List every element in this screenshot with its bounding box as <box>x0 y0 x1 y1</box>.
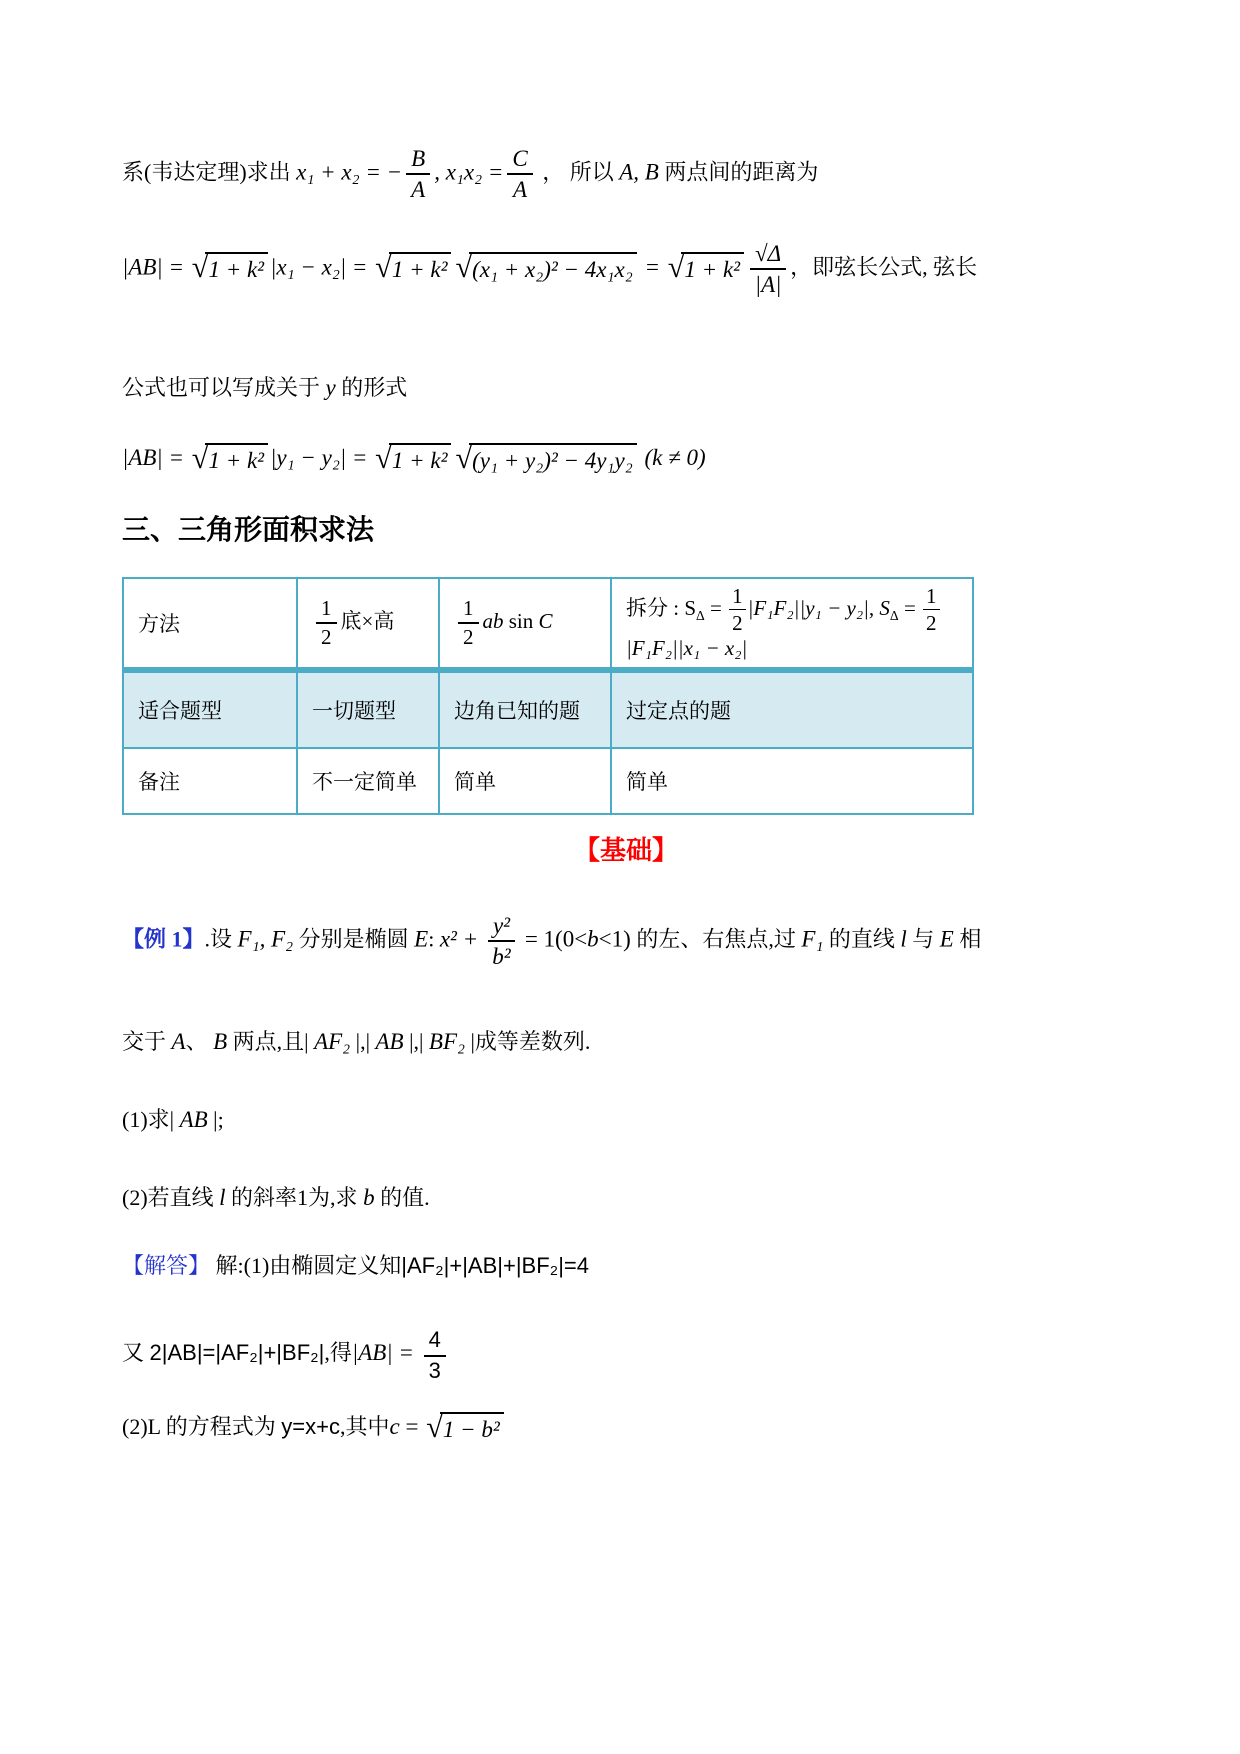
radical-sign: √ <box>375 440 392 475</box>
cell-suitable-all: 一切题型 <box>297 670 439 748</box>
chord-y-tail: (k ≠ 0) <box>638 444 706 470</box>
radical-sign: √ <box>375 250 392 285</box>
cell-notes-3: 简单 <box>611 748 973 814</box>
cell-method-base-height: $\frac{1}{2}$ 底×高 <box>297 578 439 670</box>
radical-sign: √ <box>455 250 473 285</box>
basic-badge: 【基础】 <box>573 835 678 865</box>
question-1: (1)求| AB |; <box>122 1106 224 1132</box>
chord-formula-y <box>122 441 1130 476</box>
cell-notes-2: 简单 <box>439 748 611 814</box>
fraction-1-2: $\frac{1}{2}$ <box>316 597 337 649</box>
y-form-pre: 公式也可以写成关于 <box>122 375 326 401</box>
ellipse-definition-equation: |AF₂|+|AB|+|BF₂|=4 <box>401 1252 590 1278</box>
sqrt-7: √(y₁ + y₂)² − 4y₁y₂ <box>455 443 636 476</box>
sqrt-6: √1 + k² <box>375 443 451 476</box>
cell-suitable-label: 适合题型 <box>123 670 297 748</box>
fraction-B-A: $\frac{B}{A}$ <box>406 146 430 203</box>
ellipse-E: E <box>414 926 429 952</box>
chord-formula-x <box>122 241 1130 298</box>
cell-method-split: 拆分 : $S_\Delta$ = $\frac{1}{2}$ |F₁F₂||y₁ − y₂|, $S_\Delta$ = $\frac{1}{2}$ |F₁F₂||x₁ − x₂| <box>611 578 973 670</box>
chord-x-tail: ，即弦长公式, 弦长 <box>790 254 978 280</box>
sqrt-3: √(x₁ + x₂)² − 4x₁x₂ <box>455 252 636 285</box>
chord-x-eq2: = <box>638 254 666 280</box>
radical-sign: √ <box>455 440 473 475</box>
fraction-C-A: $\frac{C}{A}$ <box>507 146 532 203</box>
sqrt-8: √1 − b² <box>426 1412 504 1445</box>
section-heading-triangle-area: 三、三角形面积求法 <box>122 513 375 545</box>
cell-suitable-fixed-point: 过定点的题 <box>611 670 973 748</box>
section-basic <box>122 830 1130 867</box>
radical-sign: √ <box>426 1410 443 1445</box>
foci-f1-f2: F₁, F₂ <box>237 926 294 952</box>
example-1-label: 【例 1】 <box>122 926 205 952</box>
example-1-line-1: 【例 1】.设 F₁, F₂ 分别是椭圆 E: x² + $\frac{\text{y²}}{\text{b²}}$ = 1(0<b<1) 的左、右焦点,过 F₁ 的直线 l 与 E 相 <box>122 912 982 970</box>
line-l: l <box>900 926 907 952</box>
question-2: (2)若直线 l 的斜率1为,求 b 的值. <box>122 1185 430 1211</box>
fraction-1-2: $\frac{1}{2}$ <box>923 585 940 635</box>
cell-method-label: 方法 <box>123 578 297 670</box>
vieta-product: , x₁x₂ = <box>434 159 504 185</box>
sqrt-5: √1 + k² <box>192 443 268 476</box>
vieta-text-pre: 系(韦达定理)求出 <box>122 159 297 185</box>
fraction-4-3: $\frac{4}{3}$ <box>424 1328 446 1382</box>
solution-line-1: 【解答】 解:(1)由椭圆定义知|AF₂|+|AB|+|BF₂|=4 <box>122 1252 590 1278</box>
segment-AF2: AF₂ <box>314 1028 351 1054</box>
y-var: y <box>325 375 336 401</box>
fraction-1-2: $\frac{1}{2}$ <box>458 597 479 649</box>
chord-x-mid: |x₁ − x₂| = <box>270 254 374 280</box>
chord-y-mid: |y₁ − y₂| = <box>270 444 374 470</box>
document-content <box>0 146 1240 1445</box>
radical-sign: √ <box>667 250 685 285</box>
cell-notes-1: 不一定简单 <box>297 748 439 814</box>
chord-y-lhs: |AB| = <box>122 444 190 470</box>
points-ab: A, B <box>619 159 659 185</box>
chord-x-lhs: |AB| = <box>122 254 190 280</box>
cell-notes-label: 备注 <box>123 748 297 814</box>
radical-sign: √ <box>191 250 209 285</box>
sqrt-2: √1 + k² <box>375 252 451 285</box>
cell-method-absinc: $\frac{1}{2}$ ab sin C <box>439 578 611 670</box>
paragraph-vieta <box>122 146 1130 203</box>
paragraph-y-form <box>122 371 1130 404</box>
table-row-method <box>123 578 973 670</box>
y-form-post: 的形式 <box>335 375 408 401</box>
radical-sign: √ <box>191 440 209 475</box>
fraction-1-2: $\frac{1}{2}$ <box>729 585 746 635</box>
cell-suitable-known-sides: 边角已知的题 <box>439 670 611 748</box>
focus-F1: F₁ <box>801 926 824 952</box>
vieta-text-mid: ， 所以 <box>536 159 620 185</box>
fraction-delta-A: $\frac{√\Delta}{|A|}$ <box>750 241 786 298</box>
table-row-suitable-types <box>123 670 973 748</box>
fraction-y2-b2: $\frac{\text{y²}}{\text{b²}}$ <box>488 913 515 970</box>
segment-AB: AB <box>375 1028 404 1054</box>
vieta-sum: x₁ + x₂ = − <box>296 159 403 185</box>
table-row-notes <box>123 748 973 814</box>
area-methods-table <box>122 577 974 815</box>
example-1-line-2: 交于 A、 B 两点,且| AF₂ |,| AB |,| BF₂ |成等差数列. <box>122 1028 591 1054</box>
segment-BF2: BF₂ <box>428 1028 466 1054</box>
sqrt-1: √1 + k² <box>192 252 268 285</box>
sqrt-4: √1 + k² <box>668 252 744 285</box>
solution-label: 【解答】 <box>122 1252 211 1278</box>
solution-line-3: (2)L 的方程式为 y=x+c,其中c = √1 − b² <box>122 1410 1130 1446</box>
vieta-text-post: 两点间的距离为 <box>658 159 819 185</box>
solution-line-2: 又 2|AB|=|AF₂|+|BF₂|,得|AB| = $\frac{4}{3}$ <box>122 1328 1130 1382</box>
